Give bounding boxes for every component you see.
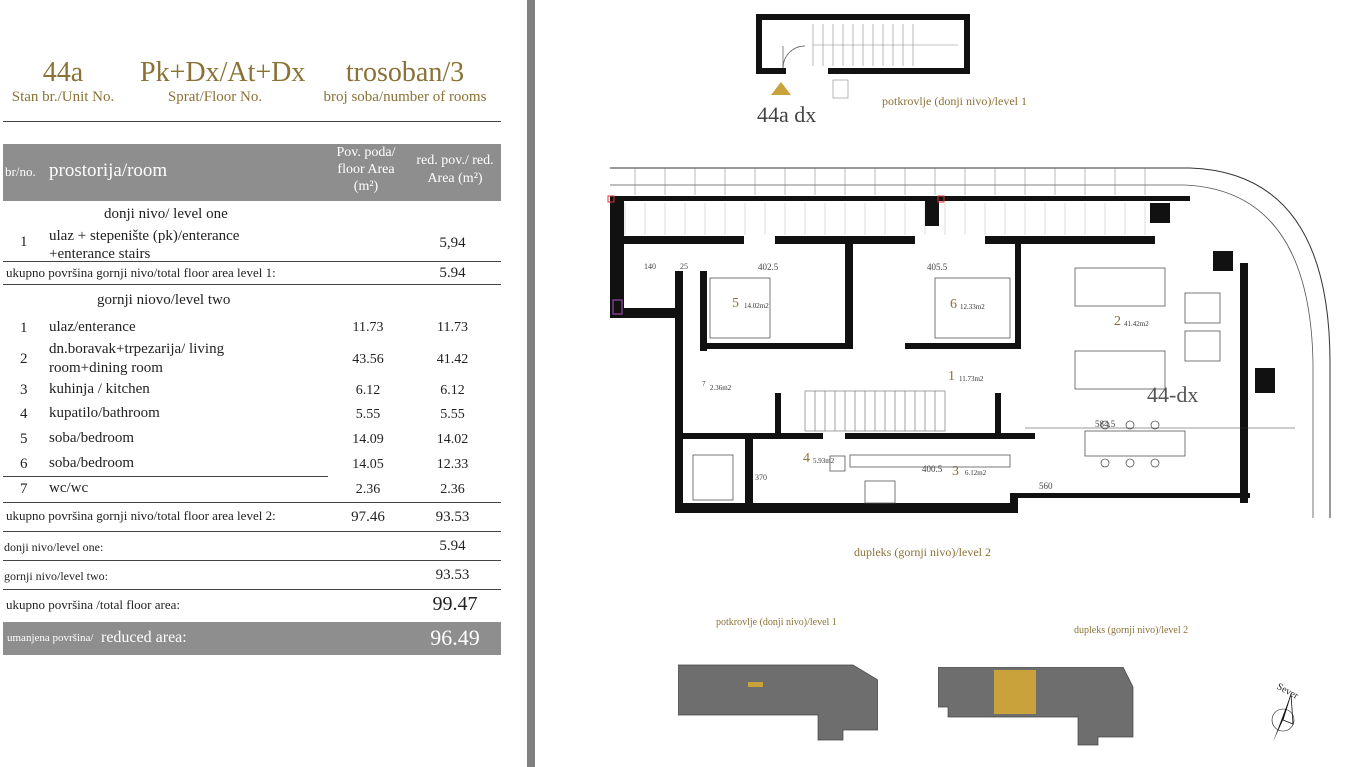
reduced-label: reduced area: (101, 629, 187, 646)
row-area: 43.56 (352, 352, 384, 367)
compass-icon (1245, 684, 1315, 754)
key-right-label: dupleks (gornji nivo)/level 2 (1074, 625, 1189, 636)
row-reduced: 2.36 (440, 482, 465, 497)
reduced-area-band (3, 622, 501, 655)
upper-unit-label: 44a dx (757, 102, 817, 127)
floor-plan-panel (535, 0, 1365, 767)
col-reduced-header: red. pov./ red. Area (m²) (416, 153, 494, 186)
room-num-5: 5 (732, 296, 739, 311)
room-area-1: 11.73m2 (959, 375, 984, 383)
row-reduced: 5,94 (439, 235, 466, 251)
row-divider (3, 531, 501, 532)
main-level-label: dupleks (gornji nivo)/level 2 (854, 545, 991, 559)
row-no: 4 (20, 406, 28, 422)
row-no: 7 (20, 481, 28, 497)
level-one-total: 5.94 (439, 265, 466, 281)
col-area-header: Pov. poda/ floor Area (m²) (336, 145, 396, 194)
main-unit-label: 44-dx (1147, 382, 1199, 407)
row-room: ulaz/enterance (49, 319, 136, 335)
rooms-no-block (315, 58, 495, 106)
room-area-3: 6.12m2 (965, 469, 987, 477)
key-plan-level-2 (938, 667, 1138, 747)
panel-divider (527, 0, 535, 767)
row-no: 6 (20, 456, 28, 472)
row-no: 5 (20, 431, 28, 447)
row-reduced: 11.73 (437, 320, 468, 335)
row-area: 6.12 (355, 383, 381, 398)
row-area: 2.36 (355, 482, 381, 497)
row-room: soba/bedroom (49, 455, 134, 471)
row-no: 1 (20, 320, 28, 336)
row-room: ulaz + stepenište (pk)/enterance +enterance stairs (49, 228, 240, 261)
level-one-total-label: ukupno površina gornji nivo/total floor area level 1: (6, 265, 276, 280)
row-reduced: 5.55 (440, 407, 465, 422)
row-area: 5.55 (355, 407, 381, 422)
level-two-title: gornji niovo/level two (97, 292, 231, 308)
reduced-label-small: umanjena površina/ (7, 632, 94, 644)
dim-label: 405.5 (927, 262, 948, 272)
level-two-total-reduced: 93.53 (435, 509, 470, 525)
unit-no: 44a (42, 57, 84, 88)
row-divider (3, 560, 501, 561)
level-one-title: donji nivo/ level one (104, 206, 228, 222)
dim-label: 370 (755, 473, 767, 482)
level-two-total-area: 97.46 (351, 509, 385, 525)
row-no: 2 (20, 351, 28, 367)
floor-no: Pk+Dx/At+Dx (140, 57, 306, 88)
row-area: 11.73 (352, 320, 384, 335)
col-room-header: prostorija/room (49, 160, 168, 181)
header-divider (3, 121, 501, 122)
rooms-no: trosoban/3 (345, 57, 465, 88)
dim-label: 560 (1039, 481, 1053, 491)
row-area: 14.09 (352, 432, 384, 447)
row-divider (3, 261, 501, 262)
row-area: 14.05 (352, 457, 384, 472)
room-num-4: 4 (803, 451, 810, 466)
total-value: 99.47 (432, 593, 478, 615)
room-area-5: 14.02m2 (744, 302, 769, 310)
row-reduced: 6.12 (440, 383, 465, 398)
dim-label: 584.5 (1095, 419, 1116, 429)
row-no: 3 (20, 382, 28, 398)
room-num-2: 2 (1114, 314, 1121, 329)
room-area-6: 12.33m2 (960, 303, 985, 311)
room-area-2: 41.42m2 (1124, 320, 1149, 328)
dim-label: 400.5 (922, 464, 943, 474)
dim-label: 402.5 (758, 262, 779, 272)
row-reduced: 14.02 (436, 432, 469, 447)
key-left-label: potkrovlje (donji nivo)/level 1 (716, 617, 837, 628)
row-divider (3, 502, 501, 503)
summary-two-label: gornji nivo/level two: (4, 569, 108, 583)
room-num-7: 7 (702, 380, 706, 388)
room-num-6: 6 (950, 297, 957, 312)
upper-level-plan (753, 10, 973, 105)
room-num-1: 1 (948, 369, 955, 384)
row-reduced: 12.33 (436, 457, 469, 472)
col-no-header: br/no. (5, 164, 36, 179)
floor-no-label: Sprat/Floor No. (167, 89, 263, 105)
row-room: wc/wc (49, 480, 89, 496)
unit-no-block (8, 58, 118, 106)
room-area-7: 2.36m2 (710, 384, 732, 392)
room-area-4: 5.93m2 (813, 457, 835, 465)
summary-two-value: 93.53 (435, 567, 470, 583)
row-room: kupatilo/bathroom (49, 405, 160, 421)
table-header (3, 144, 501, 201)
level-two-total-label: ukupno površina gornji nivo/total floor area level 2: (6, 508, 276, 523)
total-label: ukupno površina /total floor area: (6, 597, 181, 612)
row-room: soba/bedroom (49, 430, 134, 446)
floor-no-block (140, 57, 306, 106)
dim-label: 140 (644, 262, 656, 271)
row-divider (3, 589, 501, 590)
reduced-value: 96.49 (430, 625, 480, 650)
area-table-panel (0, 0, 527, 767)
north-label: Sever (1274, 681, 1301, 702)
key-plan-level-1 (678, 660, 878, 745)
upper-level-label: potkrovlje (donji nivo)/level 1 (882, 94, 1027, 108)
rooms-no-label: broj soba/number of rooms (323, 89, 487, 105)
row-divider (3, 284, 501, 285)
dim-label: 25 (680, 262, 688, 271)
row-divider (3, 476, 328, 477)
unit-no-label: Stan br./Unit No. (11, 89, 115, 105)
summary-one-value: 5.94 (439, 538, 466, 554)
room-num-3: 3 (952, 464, 959, 479)
row-room: kuhinja / kitchen (49, 381, 150, 397)
row-reduced: 41.42 (436, 352, 469, 367)
summary-one-label: donji nivo/level one: (4, 540, 104, 554)
row-room: dn.boravak+trpezarija/ living room+dining room (49, 341, 225, 376)
row-no: 1 (20, 234, 28, 250)
